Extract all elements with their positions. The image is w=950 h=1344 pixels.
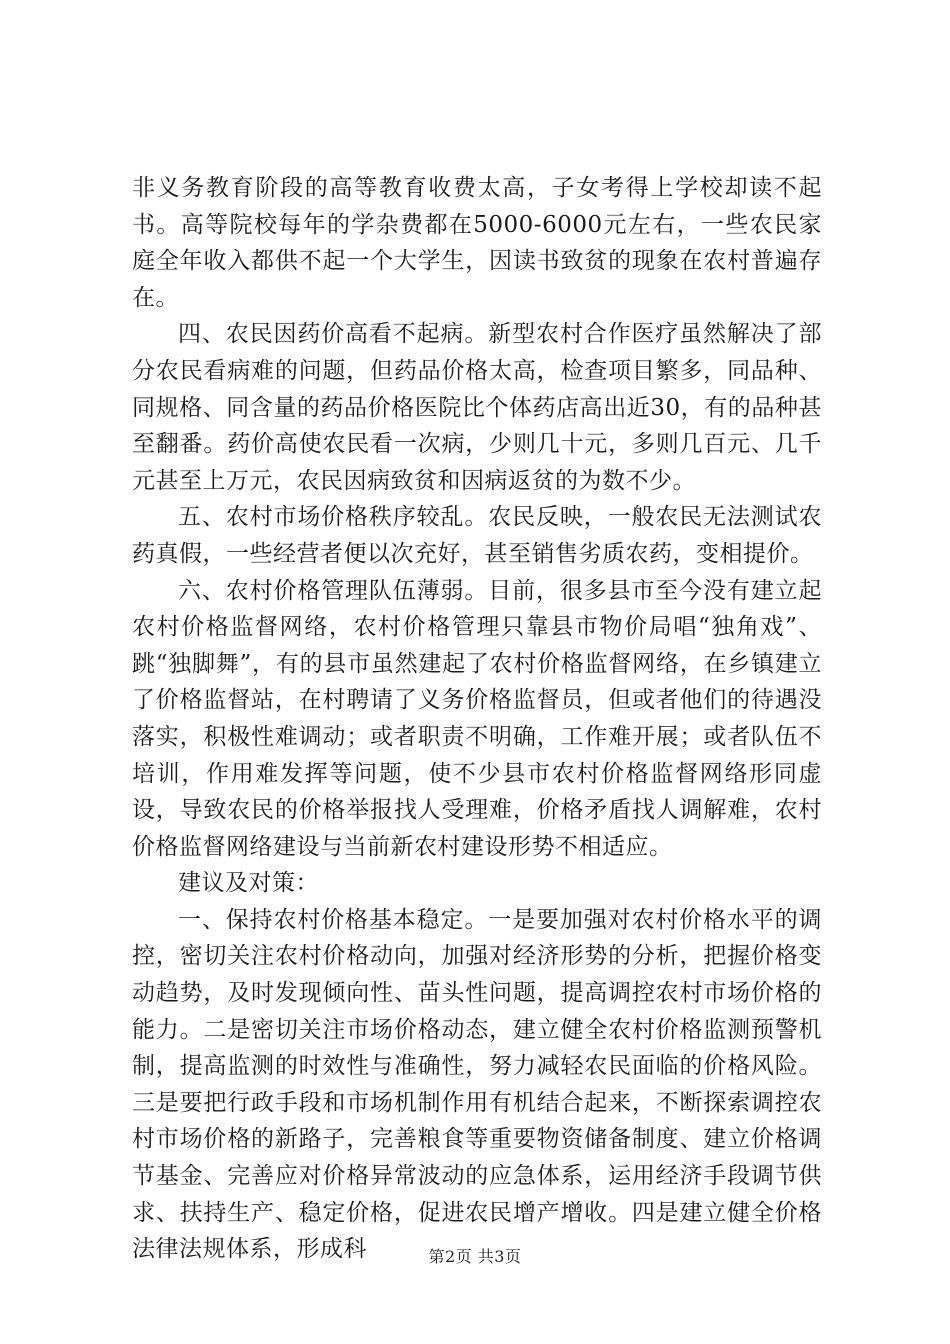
paragraph-item-four: 四、农民因药价高看不起病。新型农村合作医疗虽然解决了部分农民看病难的问题，但药品价格太高，检查项目繁多，同品种、同规格、同含量的药品价格医院比个体药店高出近30，有的品种甚至翻番。药价高使农民看一次病，少则几十元，多则几百元、几千元甚至上万元，农民因病致贫和因病返贫的为数不少。 (132, 321, 822, 494)
document-body (132, 170, 822, 1268)
paragraph-item-six: 六、农村价格管理队伍薄弱。目前，很多县市至今没有建立起农村价格监督网络，农村价格管理只靠县市物价局唱“独角戏”、跳“独脚舞”，有的县市虽然建起了农村价格监督网络，在乡镇建立了价格监督站，在村聘请了义务价格监督员，但或者他们的待遇没落实，积极性难调动；或者职责不明确，工作难开展；或者队伍不培训，作用难发挥等问题，使不少县市农村价格监督网络形同虚设，导致农民的价格举报找人受理难，价格矛盾找人调解难，农村价格监督网络建设与当前新农村建设形势不相适应。 (132, 577, 822, 860)
section-heading-suggestions: 建议及对策： (178, 870, 319, 897)
paragraph-continuation: 非义务教育阶段的高等教育收费太高，子女考得上学校却读不起书。高等院校每年的学杂费都在5000-6000元左右，一些农民家庭全年收入都供不起一个大学生，因读书致贫的现象在农村普遍存在。 (132, 175, 822, 311)
page-footer: 第2页 共3页 (428, 1247, 522, 1266)
paragraph-item-five: 五、农村市场价格秩序较乱。农民反映，一般农民无法测试农药真假，一些经营者便以次充好，甚至销售劣质农药，变相提价。 (132, 504, 822, 567)
paragraph-suggestion-one: 一、保持农村价格基本稳定。一是要加强对农村价格水平的调控，密切关注农村价格动向，加强对经济形势的分析，把握价格变动趋势，及时发现倾向性、苗头性问题，提高调控农村市场价格的能力。二是密切关注市场价格动态，建立健全农村价格监测预警机制，提高监测的时效性与准确性，努力减轻农民面临的价格风险。三是要把行政手段和市场机制作用有机结合起来，不断探索调控农村市场价格的新路子，完善粮食等重要物资储备制度、建立价格调节基金、完善应对价格异常波动的应急体系，运用经济手段调节供求、扶持生产、稳定价格，促进农民增产增收。四是建立健全价格法律法规体系，形成科 (132, 906, 822, 1263)
